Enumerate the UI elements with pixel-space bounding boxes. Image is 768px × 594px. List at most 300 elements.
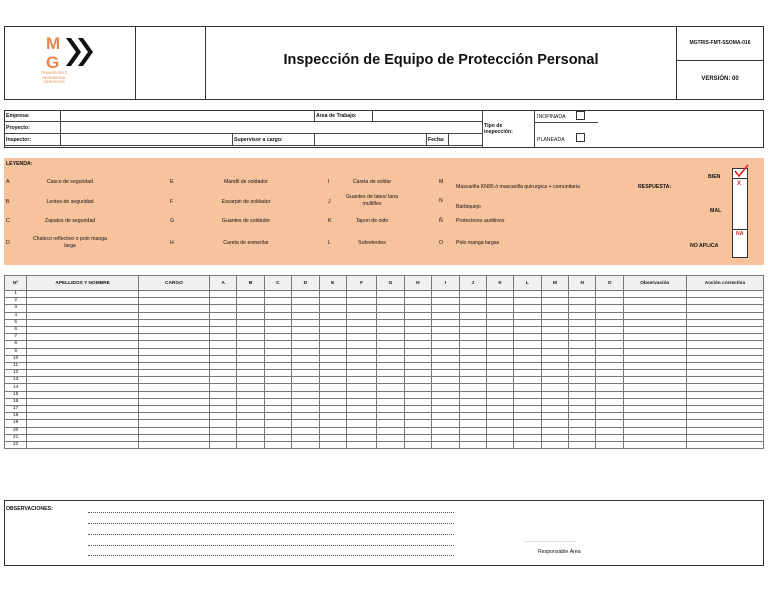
table-cell[interactable]: [569, 398, 596, 405]
table-cell[interactable]: [596, 370, 623, 377]
table-cell[interactable]: [346, 434, 376, 441]
table-cell[interactable]: [264, 341, 291, 348]
table-cell[interactable]: [459, 312, 486, 319]
table-cell[interactable]: [623, 355, 686, 362]
table-cell[interactable]: [596, 341, 623, 348]
table-cell[interactable]: [237, 362, 264, 369]
table-cell[interactable]: [292, 341, 319, 348]
table-cell[interactable]: [486, 384, 513, 391]
table-cell[interactable]: [264, 326, 291, 333]
table-cell[interactable]: [346, 341, 376, 348]
table-cell[interactable]: [596, 355, 623, 362]
table-cell[interactable]: [209, 384, 236, 391]
table-cell[interactable]: [292, 377, 319, 384]
table-cell[interactable]: [541, 312, 568, 319]
table-cell[interactable]: [138, 319, 209, 326]
table-cell[interactable]: [377, 384, 404, 391]
table-cell[interactable]: [623, 362, 686, 369]
table-cell[interactable]: [209, 362, 236, 369]
table-cell[interactable]: [569, 427, 596, 434]
table-cell[interactable]: [319, 312, 346, 319]
table-cell[interactable]: [514, 341, 541, 348]
table-cell[interactable]: [686, 391, 763, 398]
table-cell[interactable]: [319, 441, 346, 448]
table-cell[interactable]: [237, 326, 264, 333]
table-cell[interactable]: [292, 406, 319, 413]
table-cell[interactable]: [27, 319, 139, 326]
table-cell[interactable]: [209, 427, 236, 434]
table-cell[interactable]: [292, 298, 319, 305]
table-cell[interactable]: [404, 348, 431, 355]
table-cell[interactable]: [432, 406, 459, 413]
table-cell[interactable]: [209, 334, 236, 341]
table-cell[interactable]: [138, 291, 209, 298]
table-cell[interactable]: [404, 391, 431, 398]
table-cell[interactable]: [623, 341, 686, 348]
table-cell[interactable]: [264, 398, 291, 405]
planeada-checkbox[interactable]: [576, 133, 585, 142]
table-cell[interactable]: [138, 406, 209, 413]
table-cell[interactable]: [138, 391, 209, 398]
table-cell[interactable]: [541, 348, 568, 355]
table-cell[interactable]: [459, 370, 486, 377]
table-cell[interactable]: [27, 362, 139, 369]
table-cell[interactable]: [346, 298, 376, 305]
table-cell[interactable]: [264, 291, 291, 298]
table-cell[interactable]: [319, 398, 346, 405]
table-cell[interactable]: [138, 398, 209, 405]
table-cell[interactable]: [486, 427, 513, 434]
table-cell[interactable]: [686, 348, 763, 355]
table-cell[interactable]: [569, 312, 596, 319]
table-cell[interactable]: [514, 377, 541, 384]
table-cell[interactable]: [27, 391, 139, 398]
table-cell[interactable]: [27, 312, 139, 319]
table-cell[interactable]: [514, 434, 541, 441]
table-cell[interactable]: [292, 334, 319, 341]
table-cell[interactable]: [486, 420, 513, 427]
table-cell[interactable]: [623, 420, 686, 427]
table-cell[interactable]: [346, 362, 376, 369]
table-cell[interactable]: [514, 348, 541, 355]
table-cell[interactable]: [686, 420, 763, 427]
table-cell[interactable]: [377, 391, 404, 398]
table-cell[interactable]: [486, 291, 513, 298]
table-cell[interactable]: [623, 377, 686, 384]
table-cell[interactable]: [541, 355, 568, 362]
table-cell[interactable]: [27, 305, 139, 312]
table-cell[interactable]: [459, 420, 486, 427]
table-cell[interactable]: [569, 370, 596, 377]
table-cell[interactable]: [404, 355, 431, 362]
table-cell[interactable]: [486, 434, 513, 441]
table-cell[interactable]: [27, 406, 139, 413]
table-cell[interactable]: [459, 355, 486, 362]
table-cell[interactable]: [292, 413, 319, 420]
table-cell[interactable]: [264, 319, 291, 326]
supervisor-field[interactable]: [315, 134, 425, 144]
table-cell[interactable]: [432, 370, 459, 377]
table-cell[interactable]: [27, 298, 139, 305]
table-cell[interactable]: [264, 305, 291, 312]
table-cell[interactable]: [319, 326, 346, 333]
table-cell[interactable]: [514, 355, 541, 362]
table-cell[interactable]: [346, 406, 376, 413]
table-cell[interactable]: [319, 420, 346, 427]
table-cell[interactable]: [237, 305, 264, 312]
table-cell[interactable]: [486, 391, 513, 398]
table-cell[interactable]: [292, 391, 319, 398]
table-cell[interactable]: [432, 348, 459, 355]
table-cell[interactable]: [292, 362, 319, 369]
table-cell[interactable]: [138, 298, 209, 305]
table-cell[interactable]: [459, 362, 486, 369]
table-cell[interactable]: [27, 348, 139, 355]
table-cell[interactable]: [569, 298, 596, 305]
table-cell[interactable]: [596, 427, 623, 434]
table-cell[interactable]: [319, 348, 346, 355]
table-cell[interactable]: [459, 434, 486, 441]
table-cell[interactable]: [237, 312, 264, 319]
table-cell[interactable]: [459, 326, 486, 333]
table-cell[interactable]: [27, 334, 139, 341]
table-cell[interactable]: [404, 291, 431, 298]
table-cell[interactable]: [514, 298, 541, 305]
table-cell[interactable]: [377, 420, 404, 427]
table-cell[interactable]: [292, 420, 319, 427]
table-cell[interactable]: [292, 370, 319, 377]
table-cell[interactable]: [623, 319, 686, 326]
table-cell[interactable]: [292, 427, 319, 434]
table-cell[interactable]: [27, 384, 139, 391]
table-cell[interactable]: [569, 348, 596, 355]
table-cell[interactable]: [404, 305, 431, 312]
table-cell[interactable]: [686, 291, 763, 298]
table-cell[interactable]: [346, 326, 376, 333]
table-cell[interactable]: [432, 319, 459, 326]
table-cell[interactable]: [138, 427, 209, 434]
table-cell[interactable]: [138, 348, 209, 355]
table-cell[interactable]: [209, 305, 236, 312]
table-cell[interactable]: [264, 298, 291, 305]
table-cell[interactable]: [377, 334, 404, 341]
table-cell[interactable]: [623, 398, 686, 405]
table-cell[interactable]: [569, 441, 596, 448]
table-cell[interactable]: [432, 420, 459, 427]
table-cell[interactable]: [346, 370, 376, 377]
table-cell[interactable]: [596, 305, 623, 312]
table-cell[interactable]: [541, 427, 568, 434]
table-cell[interactable]: [514, 334, 541, 341]
table-cell[interactable]: [138, 413, 209, 420]
table-cell[interactable]: [686, 319, 763, 326]
table-cell[interactable]: [346, 355, 376, 362]
table-cell[interactable]: [514, 312, 541, 319]
table-cell[interactable]: [346, 384, 376, 391]
table-cell[interactable]: [319, 291, 346, 298]
table-cell[interactable]: [138, 362, 209, 369]
table-cell[interactable]: [541, 362, 568, 369]
table-cell[interactable]: [346, 312, 376, 319]
proyecto-field[interactable]: [61, 122, 481, 132]
table-cell[interactable]: [209, 398, 236, 405]
table-cell[interactable]: [377, 427, 404, 434]
table-cell[interactable]: [209, 377, 236, 384]
table-cell[interactable]: [486, 326, 513, 333]
table-cell[interactable]: [404, 326, 431, 333]
table-cell[interactable]: [319, 391, 346, 398]
table-cell[interactable]: [264, 334, 291, 341]
table-cell[interactable]: [209, 406, 236, 413]
table-cell[interactable]: [377, 312, 404, 319]
table-cell[interactable]: [541, 291, 568, 298]
area-field[interactable]: [373, 111, 481, 121]
table-cell[interactable]: [209, 441, 236, 448]
table-cell[interactable]: [404, 406, 431, 413]
table-cell[interactable]: [377, 362, 404, 369]
table-cell[interactable]: [541, 370, 568, 377]
table-cell[interactable]: [264, 427, 291, 434]
table-cell[interactable]: [237, 391, 264, 398]
table-cell[interactable]: [569, 420, 596, 427]
table-cell[interactable]: [319, 406, 346, 413]
table-cell[interactable]: [459, 398, 486, 405]
table-cell[interactable]: [686, 377, 763, 384]
table-cell[interactable]: [432, 391, 459, 398]
table-cell[interactable]: [623, 391, 686, 398]
table-cell[interactable]: [541, 319, 568, 326]
table-cell[interactable]: [292, 348, 319, 355]
table-cell[interactable]: [319, 370, 346, 377]
table-cell[interactable]: [432, 305, 459, 312]
table-cell[interactable]: [319, 377, 346, 384]
table-cell[interactable]: [138, 441, 209, 448]
table-cell[interactable]: [569, 355, 596, 362]
table-cell[interactable]: [237, 319, 264, 326]
table-cell[interactable]: [346, 441, 376, 448]
table-cell[interactable]: [623, 413, 686, 420]
table-cell[interactable]: [404, 377, 431, 384]
table-cell[interactable]: [432, 362, 459, 369]
table-cell[interactable]: [319, 298, 346, 305]
table-cell[interactable]: [486, 312, 513, 319]
table-cell[interactable]: [596, 312, 623, 319]
table-cell[interactable]: [432, 291, 459, 298]
table-cell[interactable]: [514, 305, 541, 312]
table-cell[interactable]: [292, 319, 319, 326]
table-cell[interactable]: [346, 377, 376, 384]
table-cell[interactable]: [541, 406, 568, 413]
table-cell[interactable]: [237, 341, 264, 348]
table-cell[interactable]: [377, 413, 404, 420]
table-cell[interactable]: [404, 341, 431, 348]
table-cell[interactable]: [569, 384, 596, 391]
table-cell[interactable]: [377, 348, 404, 355]
table-cell[interactable]: [138, 370, 209, 377]
table-cell[interactable]: [686, 434, 763, 441]
table-cell[interactable]: [686, 305, 763, 312]
observaciones-line[interactable]: [88, 512, 454, 513]
table-cell[interactable]: [432, 334, 459, 341]
table-cell[interactable]: [377, 355, 404, 362]
table-cell[interactable]: [686, 398, 763, 405]
table-cell[interactable]: [377, 434, 404, 441]
table-cell[interactable]: [292, 384, 319, 391]
table-cell[interactable]: [319, 341, 346, 348]
table-cell[interactable]: [623, 298, 686, 305]
table-cell[interactable]: [541, 334, 568, 341]
table-cell[interactable]: [209, 348, 236, 355]
table-cell[interactable]: [514, 441, 541, 448]
observaciones-line[interactable]: [88, 555, 454, 556]
table-cell[interactable]: [569, 291, 596, 298]
table-cell[interactable]: [514, 370, 541, 377]
table-cell[interactable]: [432, 413, 459, 420]
table-cell[interactable]: [377, 377, 404, 384]
table-cell[interactable]: [541, 398, 568, 405]
table-cell[interactable]: [237, 348, 264, 355]
table-cell[interactable]: [623, 406, 686, 413]
table-cell[interactable]: [569, 362, 596, 369]
table-cell[interactable]: [237, 298, 264, 305]
table-cell[interactable]: [377, 406, 404, 413]
table-cell[interactable]: [486, 355, 513, 362]
table-cell[interactable]: [209, 391, 236, 398]
table-cell[interactable]: [404, 370, 431, 377]
table-cell[interactable]: [264, 420, 291, 427]
table-cell[interactable]: [596, 413, 623, 420]
table-cell[interactable]: [623, 291, 686, 298]
table-cell[interactable]: [209, 312, 236, 319]
table-cell[interactable]: [138, 305, 209, 312]
table-cell[interactable]: [377, 341, 404, 348]
table-cell[interactable]: [623, 312, 686, 319]
table-cell[interactable]: [541, 434, 568, 441]
table-cell[interactable]: [377, 441, 404, 448]
table-cell[interactable]: [459, 341, 486, 348]
table-cell[interactable]: [459, 348, 486, 355]
table-cell[interactable]: [377, 291, 404, 298]
table-cell[interactable]: [541, 413, 568, 420]
table-cell[interactable]: [346, 334, 376, 341]
table-cell[interactable]: [686, 441, 763, 448]
table-cell[interactable]: [237, 441, 264, 448]
table-cell[interactable]: [209, 326, 236, 333]
table-cell[interactable]: [237, 355, 264, 362]
table-cell[interactable]: [346, 348, 376, 355]
table-cell[interactable]: [541, 377, 568, 384]
table-cell[interactable]: [623, 305, 686, 312]
table-cell[interactable]: [686, 298, 763, 305]
table-cell[interactable]: [138, 334, 209, 341]
table-cell[interactable]: [237, 427, 264, 434]
table-cell[interactable]: [209, 370, 236, 377]
table-cell[interactable]: [686, 427, 763, 434]
table-cell[interactable]: [319, 362, 346, 369]
table-cell[interactable]: [596, 391, 623, 398]
empresa-field[interactable]: [61, 111, 313, 121]
table-cell[interactable]: [623, 370, 686, 377]
table-cell[interactable]: [138, 355, 209, 362]
table-cell[interactable]: [486, 341, 513, 348]
table-cell[interactable]: [404, 434, 431, 441]
table-cell[interactable]: [569, 434, 596, 441]
table-cell[interactable]: [237, 398, 264, 405]
table-cell[interactable]: [264, 377, 291, 384]
table-cell[interactable]: [486, 319, 513, 326]
table-cell[interactable]: [292, 398, 319, 405]
table-cell[interactable]: [514, 413, 541, 420]
table-cell[interactable]: [264, 370, 291, 377]
table-cell[interactable]: [404, 413, 431, 420]
table-cell[interactable]: [486, 413, 513, 420]
table-cell[interactable]: [404, 319, 431, 326]
table-cell[interactable]: [404, 441, 431, 448]
table-cell[interactable]: [27, 341, 139, 348]
table-cell[interactable]: [237, 370, 264, 377]
table-cell[interactable]: [486, 398, 513, 405]
table-cell[interactable]: [264, 391, 291, 398]
table-cell[interactable]: [486, 298, 513, 305]
table-cell[interactable]: [459, 298, 486, 305]
table-cell[interactable]: [138, 312, 209, 319]
table-cell[interactable]: [138, 326, 209, 333]
table-cell[interactable]: [377, 370, 404, 377]
table-cell[interactable]: [264, 312, 291, 319]
table-cell[interactable]: [459, 291, 486, 298]
table-cell[interactable]: [459, 319, 486, 326]
table-cell[interactable]: [237, 413, 264, 420]
table-cell[interactable]: [346, 427, 376, 434]
table-cell[interactable]: [319, 413, 346, 420]
table-cell[interactable]: [292, 291, 319, 298]
table-cell[interactable]: [623, 427, 686, 434]
table-cell[interactable]: [27, 398, 139, 405]
table-cell[interactable]: [686, 370, 763, 377]
table-cell[interactable]: [27, 434, 139, 441]
table-cell[interactable]: [292, 326, 319, 333]
table-cell[interactable]: [209, 291, 236, 298]
table-cell[interactable]: [541, 326, 568, 333]
table-cell[interactable]: [319, 305, 346, 312]
table-cell[interactable]: [346, 420, 376, 427]
table-cell[interactable]: [541, 391, 568, 398]
table-cell[interactable]: [292, 355, 319, 362]
table-cell[interactable]: [404, 398, 431, 405]
table-cell[interactable]: [596, 362, 623, 369]
table-cell[interactable]: [237, 420, 264, 427]
table-cell[interactable]: [432, 312, 459, 319]
table-cell[interactable]: [27, 370, 139, 377]
fecha-field[interactable]: [449, 134, 481, 144]
table-cell[interactable]: [686, 355, 763, 362]
table-cell[interactable]: [432, 427, 459, 434]
table-cell[interactable]: [541, 441, 568, 448]
table-cell[interactable]: [686, 312, 763, 319]
table-cell[interactable]: [623, 334, 686, 341]
table-cell[interactable]: [514, 406, 541, 413]
table-cell[interactable]: [459, 406, 486, 413]
table-cell[interactable]: [27, 377, 139, 384]
table-cell[interactable]: [346, 291, 376, 298]
table-cell[interactable]: [596, 398, 623, 405]
table-cell[interactable]: [486, 441, 513, 448]
table-cell[interactable]: [623, 441, 686, 448]
table-cell[interactable]: [459, 427, 486, 434]
table-cell[interactable]: [432, 326, 459, 333]
table-cell[interactable]: [569, 413, 596, 420]
table-cell[interactable]: [138, 377, 209, 384]
